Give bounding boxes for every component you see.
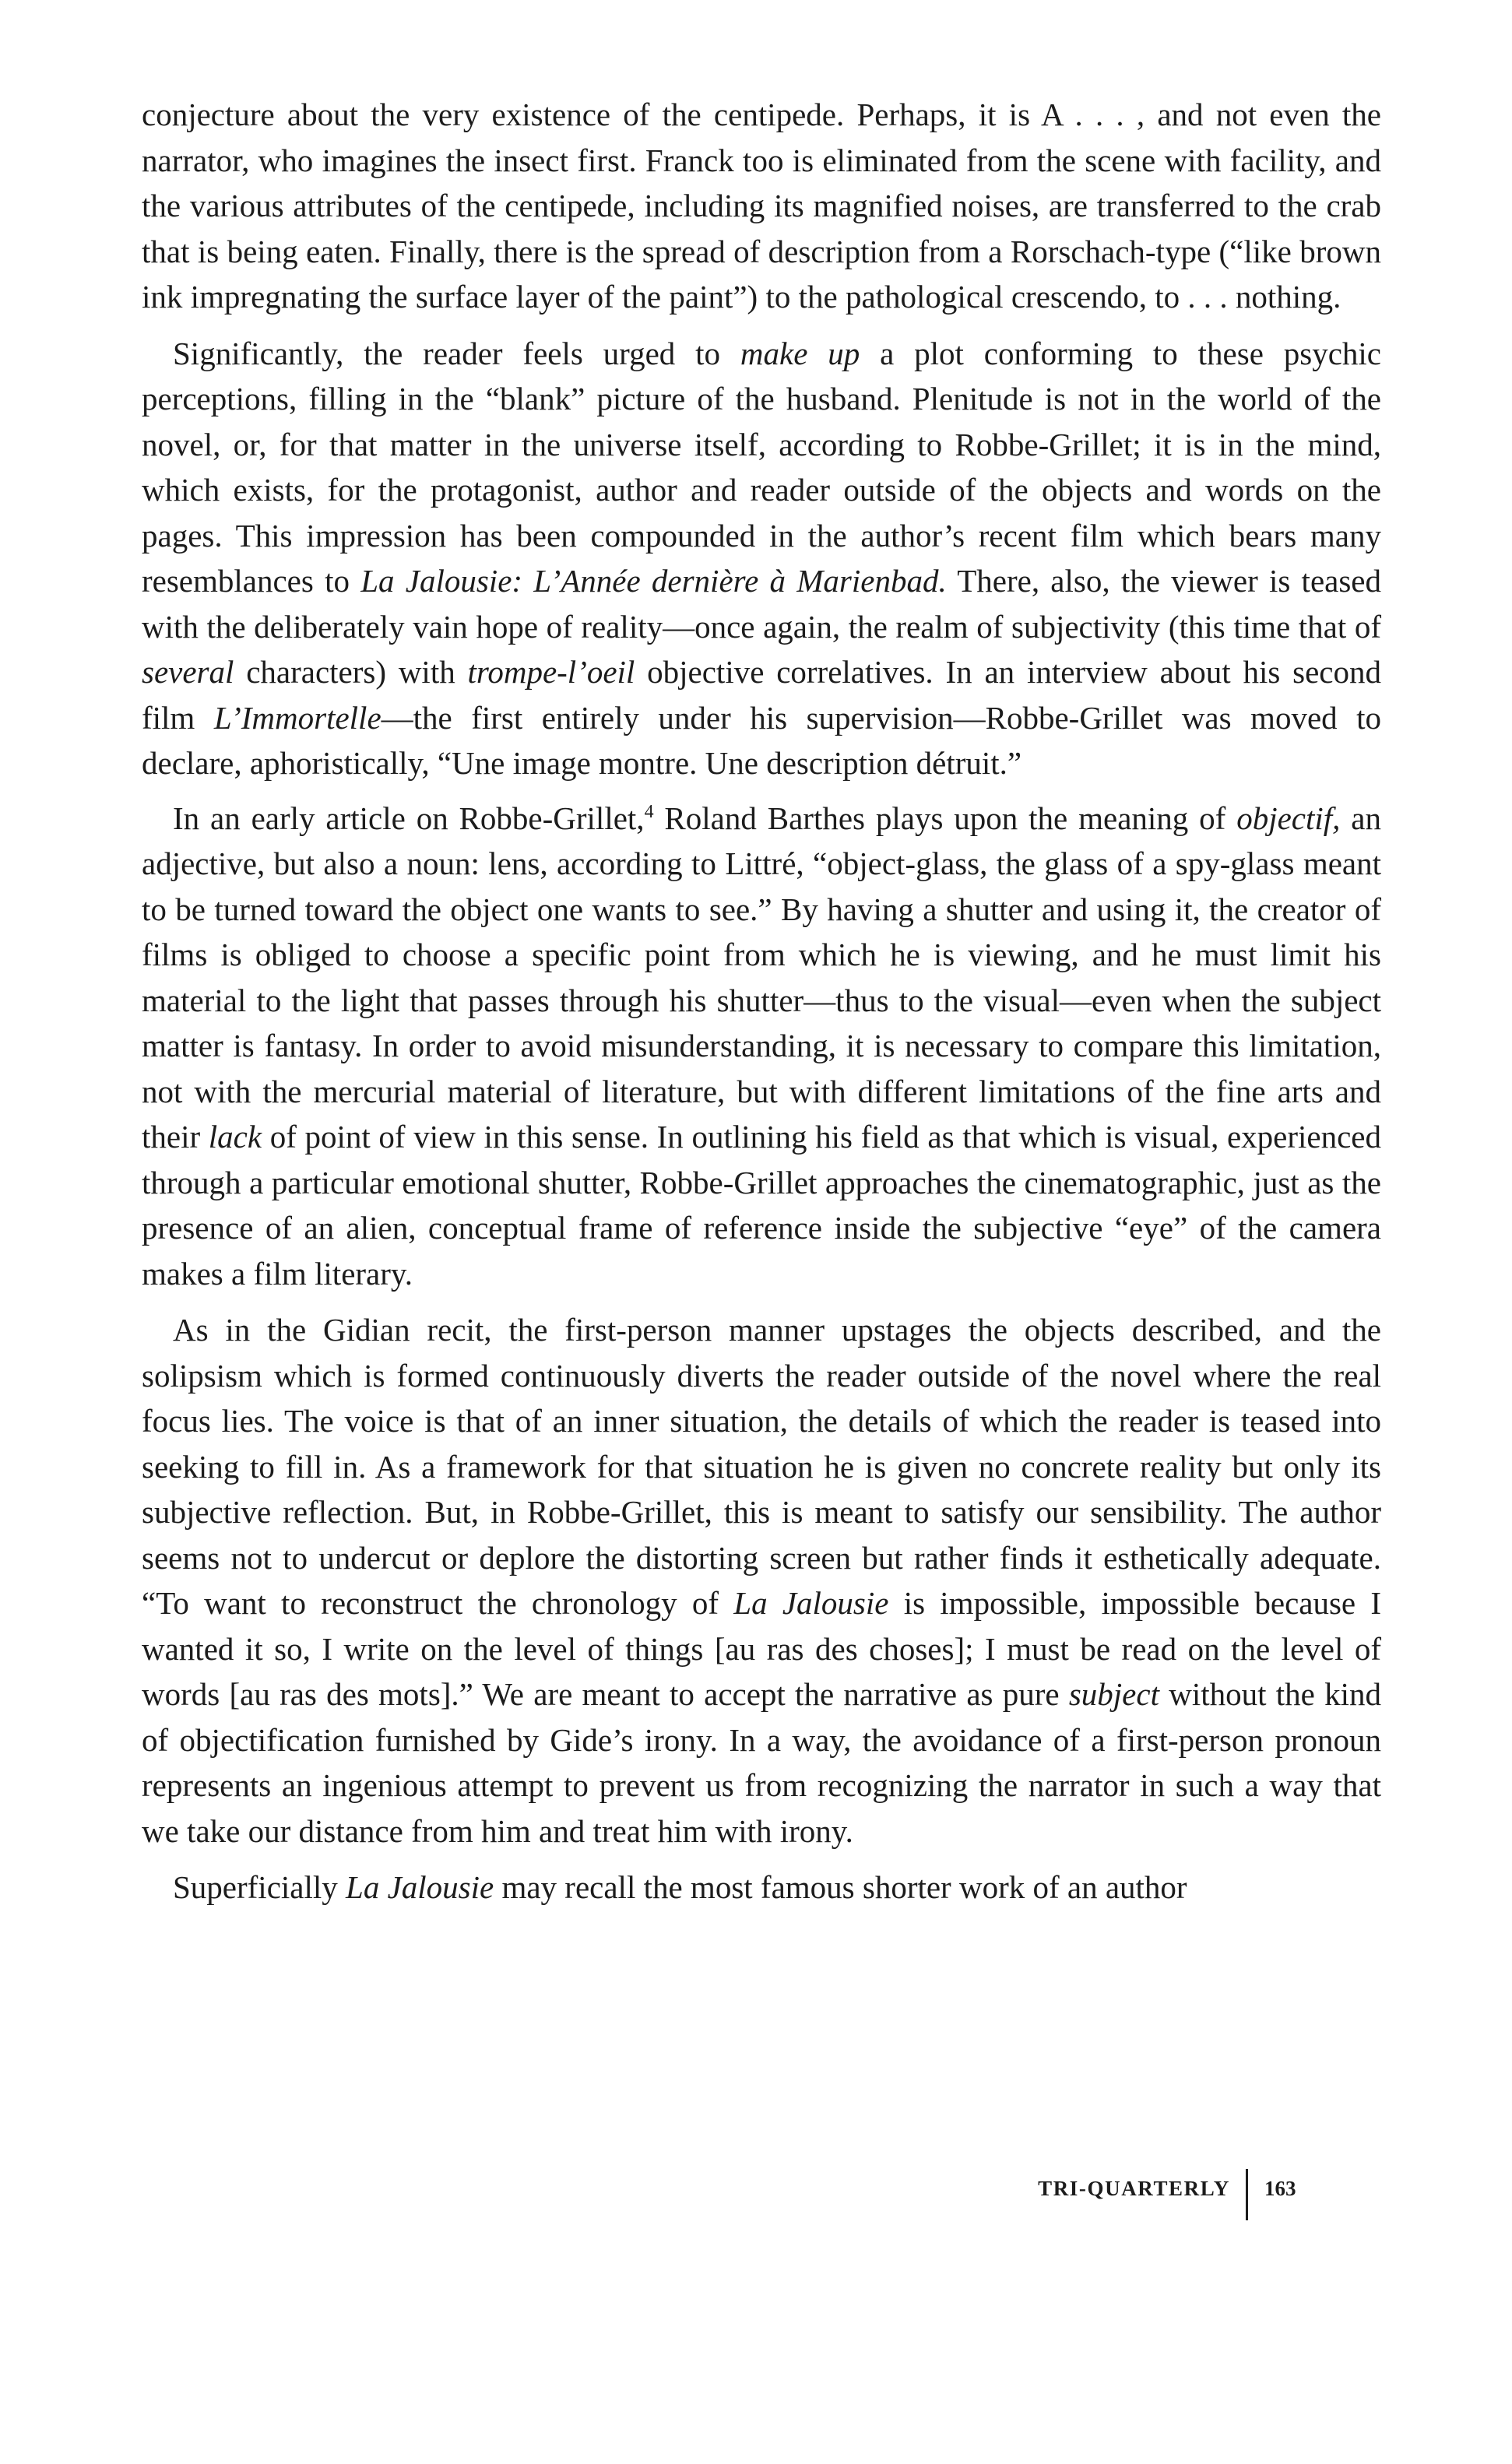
paragraph-2-text: Significantly, the reader feels urged to	[173, 335, 740, 371]
paragraph-1-text: conjecture about the very existence of the centipede. Perhaps, it is A . . . , and not even the narrator, who imagines the insect first. Franck too is eliminated from the scene with facility, and the various attributes of the centipede, including its magnified noises, are transferred to the crab that is being eaten. Finally, there is the spread of description from a Rorschach-type (“like brown ink impregnating the surface layer of the paint”) to the pathological crescendo, to . . . nothing.	[142, 97, 1381, 315]
paragraph-2-text: characters) with	[234, 654, 468, 690]
article-body	[142, 92, 1381, 1910]
paragraph-4	[142, 1307, 1381, 1854]
paragraph-5	[142, 1865, 1381, 1910]
italic-limmortelle: L’Immortelle	[213, 699, 382, 736]
paragraph-4-text: As in the Gidian recit, the first-person manner upstages the objects described, and the solipsism which is formed continuously diverts the reader outside of the novel where the real focus lies. The voice is that of an inner situation, the details of which the reader is teased into seeking to fill in. As a framework for that situation he is given no concrete reality but only its subjective reflection. But, in Robbe-Grillet, this is meant to satisfy our sensibility. The author seems not to undercut or deplore the distorting screen but rather finds it esthetically adequate. “To want to reconstruct the chronology of	[142, 1312, 1381, 1621]
italic-make-up: make up	[740, 335, 860, 371]
italic-several: several	[142, 654, 234, 690]
italic-trompe-loeil: trompe-l’oeil	[467, 654, 635, 690]
paragraph-3-text: of point of view in this sense. In outlining his field as that which is visual, experienced through a particular emotional shutter, Robbe-Grillet approaches the cinematographic, just as the presence of an alien, conceptual frame of reference inside the subjective “eye” of the camera makes a film literary.	[142, 1119, 1381, 1292]
italic-subject: subject	[1068, 1676, 1159, 1712]
footnote-marker: 4	[644, 801, 654, 822]
italic-film-title: La Jalousie: L’Année dernière à Marienbad.	[360, 563, 947, 599]
paragraph-2-text: There, also, the viewer is teased with the deliberately vain hope of reality—once again, the realm of subjectivity (this time that of	[142, 563, 1381, 645]
paragraph-2-text: objective correlatives. In an interview about his second film	[142, 654, 1381, 736]
paragraph-5-text: Superficially	[173, 1869, 346, 1905]
paragraph-4-text: is impossible, impossible because I wanted it so, I write on the level of things [au ras des choses]; I must be read on the level of words [au ras des mots].” We are meant to accept the narrative as pure	[142, 1585, 1382, 1712]
paragraph-4-text: without the kind of objectification furnished by Gide’s irony. In a way, the avoidance of a first-person pronoun represents an ingenious attempt to prevent us from recognizing the narrator in such a way that we take our distance from him and treat him with irony.	[142, 1676, 1381, 1849]
italic-la-jalousie: La Jalousie	[733, 1585, 889, 1621]
italic-lack: lack	[208, 1119, 262, 1155]
paragraph-3-text: In an early article on Robbe-Grillet,	[173, 800, 645, 836]
paragraph-3-text: an adjective, but also a noun: lens, according to Littré, “object-glass, the glass of a spy-glass meant to be turned toward the object one wants to see.” By having a shutter and using it, the creator of films is obliged to choose a specific point from which he is viewing, and he must limit his material to the light that passes through his shutter—thus to the visual—even when the subject matter is fantasy. In order to avoid misunderstanding, it is necessary to compare this limitation, not with the mercurial material of literature, but with different limitations of the fine arts and their	[142, 800, 1381, 1155]
paragraph-2-text: a plot conforming to these psychic perceptions, filling in the “blank” picture of the husband. Plenitude is not in the world of the novel, or, for that matter in the universe itself, according to Robbe-Grillet; it is in the mind, which exists, for the protagonist, author and reader outside of the objects and words on the pages. This impression has been compounded in the author’s recent film which bears many resemblances to	[142, 335, 1381, 599]
italic-la-jalousie: La Jalousie	[346, 1869, 494, 1905]
paragraph-3	[142, 796, 1381, 1297]
paragraph-5-text: may recall the most famous shorter work of an author	[494, 1869, 1187, 1905]
journal-name: TRI-QUARTERLY	[1038, 2177, 1230, 2200]
paragraph-3-text: Roland Barthes plays upon the meaning of	[653, 800, 1237, 836]
page-number: 163	[1264, 2177, 1296, 2200]
paragraph-2	[142, 331, 1381, 786]
footer-divider	[1246, 2169, 1248, 2220]
italic-objectif: objectif,	[1236, 800, 1341, 836]
paragraph-2-text: —the first entirely under his supervision—Robbe-Grillet was moved to declare, aphoristically, “Une image montre. Une description détruit.”	[142, 699, 1382, 781]
paragraph-1	[142, 92, 1381, 320]
